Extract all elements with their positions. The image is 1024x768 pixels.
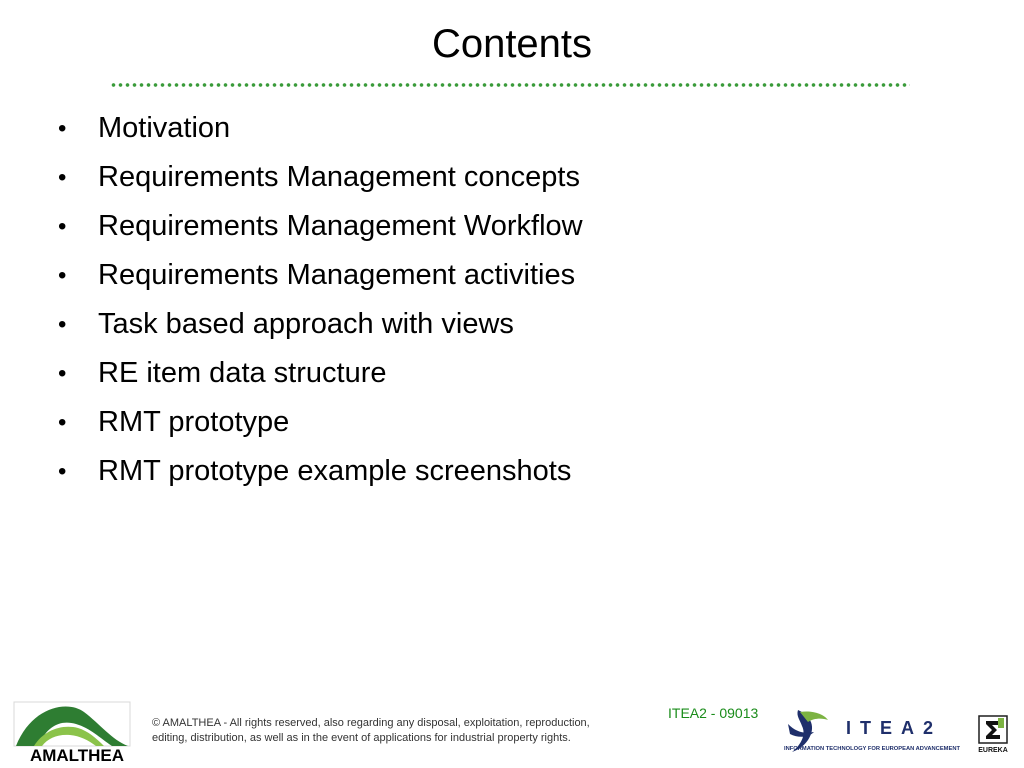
list-item-text: RE item data structure [98,357,387,389]
bullet-icon: • [58,261,67,289]
list-item-text: RMT prototype [98,406,290,438]
list-item-text: RMT prototype example screenshots [98,455,572,487]
list-item [58,202,583,251]
slide-title: Contents [431,22,593,66]
amalthea-logo [4,700,150,764]
copyright-line: © AMALTHEA - All rights reserved, also regarding any disposal, exploitation, reproduction, [152,717,590,729]
list-item-text: Motivation [98,112,231,144]
list-item [58,251,583,300]
title-divider [110,82,910,88]
itea2-logo [782,706,962,754]
copyright-line: editing, distribution, as well as in the event of applications for industrial property rights. [152,732,571,744]
bullet-icon: • [58,114,67,142]
list-item [58,300,583,349]
list-item [58,153,583,202]
itea2-logo-text: ITEA2 [846,718,943,738]
amalthea-logo-text: AMALTHEA [29,746,125,764]
list-item-text: Requirements Management Workflow [98,210,583,242]
copyright-notice [152,716,632,746]
eureka-logo-text: EUREKA [978,747,1008,754]
bullet-icon: • [58,310,67,338]
eureka-logo [976,714,1010,754]
list-item [58,447,583,496]
bullet-icon: • [58,457,67,485]
list-item [58,104,583,153]
list-item [58,398,583,447]
bullet-icon: • [58,212,67,240]
list-item-text: Requirements Management concepts [98,161,580,193]
contents-list [58,104,583,496]
itea2-tagline: INFORMATION TECHNOLOGY FOR EUROPEAN ADVANCEMENT [784,746,961,752]
project-code: ITEA2 - 09013 [668,705,759,721]
list-item-text: Task based approach with views [98,308,514,340]
list-item [58,349,583,398]
bullet-icon: • [58,359,67,387]
list-item-text: Requirements Management activities [98,259,576,291]
bullet-icon: • [58,408,67,436]
bullet-icon: • [58,163,67,191]
